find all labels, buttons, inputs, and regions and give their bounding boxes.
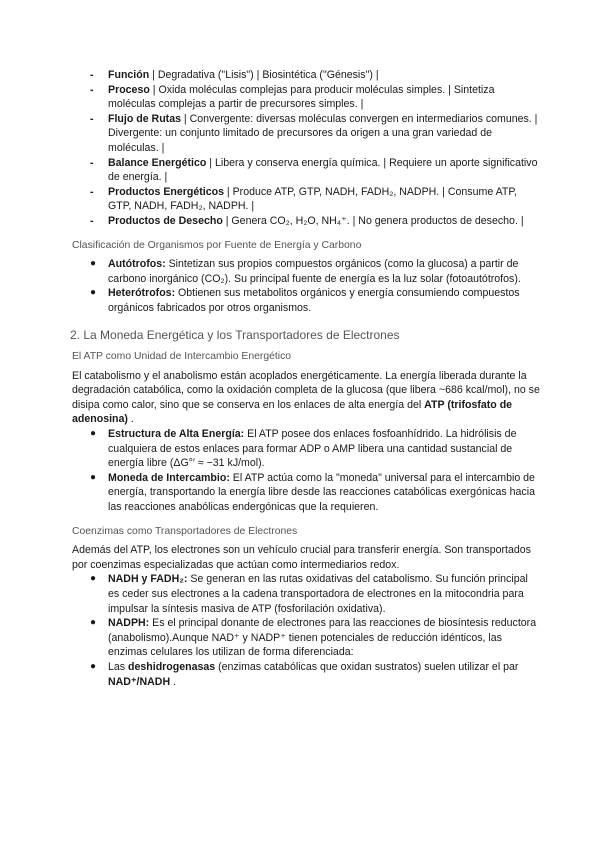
list-item: - Productos de Desecho | Genera CO₂, H₂O, NH₄⁺. | No genera productos de desecho. | bbox=[90, 214, 540, 229]
heading-section-2: 2. La Moneda Energética y los Transportadores de Electrones bbox=[70, 327, 400, 342]
bullet-icon: ● bbox=[90, 617, 97, 629]
list-item: ● Moneda de Intercambio: El ATP actúa como la "moneda" universal para el intercambio de energía, transportando la energía libre desde las reacciones catabólicas exergónicas hacia las reacciones anabólicas endergónicas que la requieren. bbox=[90, 471, 535, 514]
list-item: - Flujo de Rutas | Convergente: diversas moléculas convergen en intermediarios comunes. | Divergente: un conjunto limitado de precursores da origen a una gran variedad de moléculas. | bbox=[90, 112, 540, 156]
coenzimas-paragraph: Además del ATP, los electrones son un vehículo crucial para transferir energía. Son transportados por coenzimas especializadas que actúan como intermediarios redox. bbox=[72, 544, 531, 571]
bullet-icon: ● bbox=[90, 471, 97, 483]
bullet-icon: ● bbox=[90, 258, 97, 270]
list-item: ● Autótrofos: Sintetizan sus propios compuestos orgánicos (como la glucosa) a partir de carbono inorgánico (CO₂). Su principal fuente de energía es la luz solar (fotoautótrofos). bbox=[90, 258, 521, 285]
atp-paragraph: El catabolismo y el anabolismo están acoplados energéticamente. La energía liberada durante la degradación catabólica, como la oxidación completa de la glucosa (que libera ~686 kcal/mol), no se disipa como calor, sino que se conserva en los enlaces de alta energía del ATP (trifosfato de adenosina) . bbox=[72, 369, 540, 426]
bullet-icon: ● bbox=[90, 287, 97, 299]
list-item: ● NADH y FADH₂: Se generan en las rutas oxidativas del catabolismo. Su función principal es ceder sus electrones a la cadena transportadora de electrones en la mitocondria para impulsar la síntesis masiva de ATP (fosforilación oxidativa). bbox=[90, 573, 528, 615]
coenzimas-list bbox=[90, 572, 540, 689]
list-item: - Productos Energéticos | Produce ATP, GTP, NADH, FADH₂, NADPH. | Consume ATP, GTP, NADH, FADH₂, NADPH. | bbox=[90, 185, 540, 214]
heading-clasificacion: Clasificación de Organismos por Fuente de Energía y Carbono bbox=[72, 239, 362, 251]
list-item: ● Estructura de Alta Energía: El ATP posee dos enlaces fosfoanhídrido. La hidrólisis de cualquiera de estos enlaces para formar ADP o AMP libera una cantidad sustancial de energía libre (ΔG°′ ≈ −31 kJ/mol). bbox=[90, 428, 517, 470]
heading-coenzimas: Coenzimas como Transportadores de Electrones bbox=[72, 525, 298, 537]
list-item: - Proceso | Oxida moléculas complejas para producir moléculas simples. | Sintetiza moléculas complejas a partir de precursores simples. | bbox=[90, 83, 540, 112]
comparison-list bbox=[90, 68, 540, 229]
bullet-icon: ● bbox=[90, 573, 97, 585]
list-item: - Función | Degradativa ("Lisis") | Biosintética ("Génesis") | bbox=[90, 68, 540, 83]
heading-atp: El ATP como Unidad de Intercambio Energético bbox=[72, 351, 292, 363]
list-item: ● NADPH: Es el principal donante de electrones para las reacciones de biosíntesis reductora (anabolismo).Aunque NAD⁺ y NADP⁺ tienen potenciales de reducción idénticos, las enzimas celulares los utilizan de forma diferenciada: bbox=[90, 617, 537, 659]
atp-list bbox=[90, 427, 540, 515]
list-item: ● Las deshidrogenasas (enzimas catabólicas que oxidan sustratos) suelen utilizar el par NAD⁺/NADH . bbox=[90, 660, 519, 688]
list-item: - Balance Energético | Libera y conserva energía química. | Requiere un aporte significativo de energía. | bbox=[90, 156, 540, 185]
bullet-icon: ● bbox=[90, 428, 97, 440]
clasificacion-list bbox=[90, 257, 540, 315]
list-item: ● Heterótrofos: Obtienen sus metabolitos orgánicos y energía consumiendo compuestos orgánicos fabricados por otros organismos. bbox=[90, 287, 520, 314]
bullet-icon: ● bbox=[90, 660, 97, 672]
